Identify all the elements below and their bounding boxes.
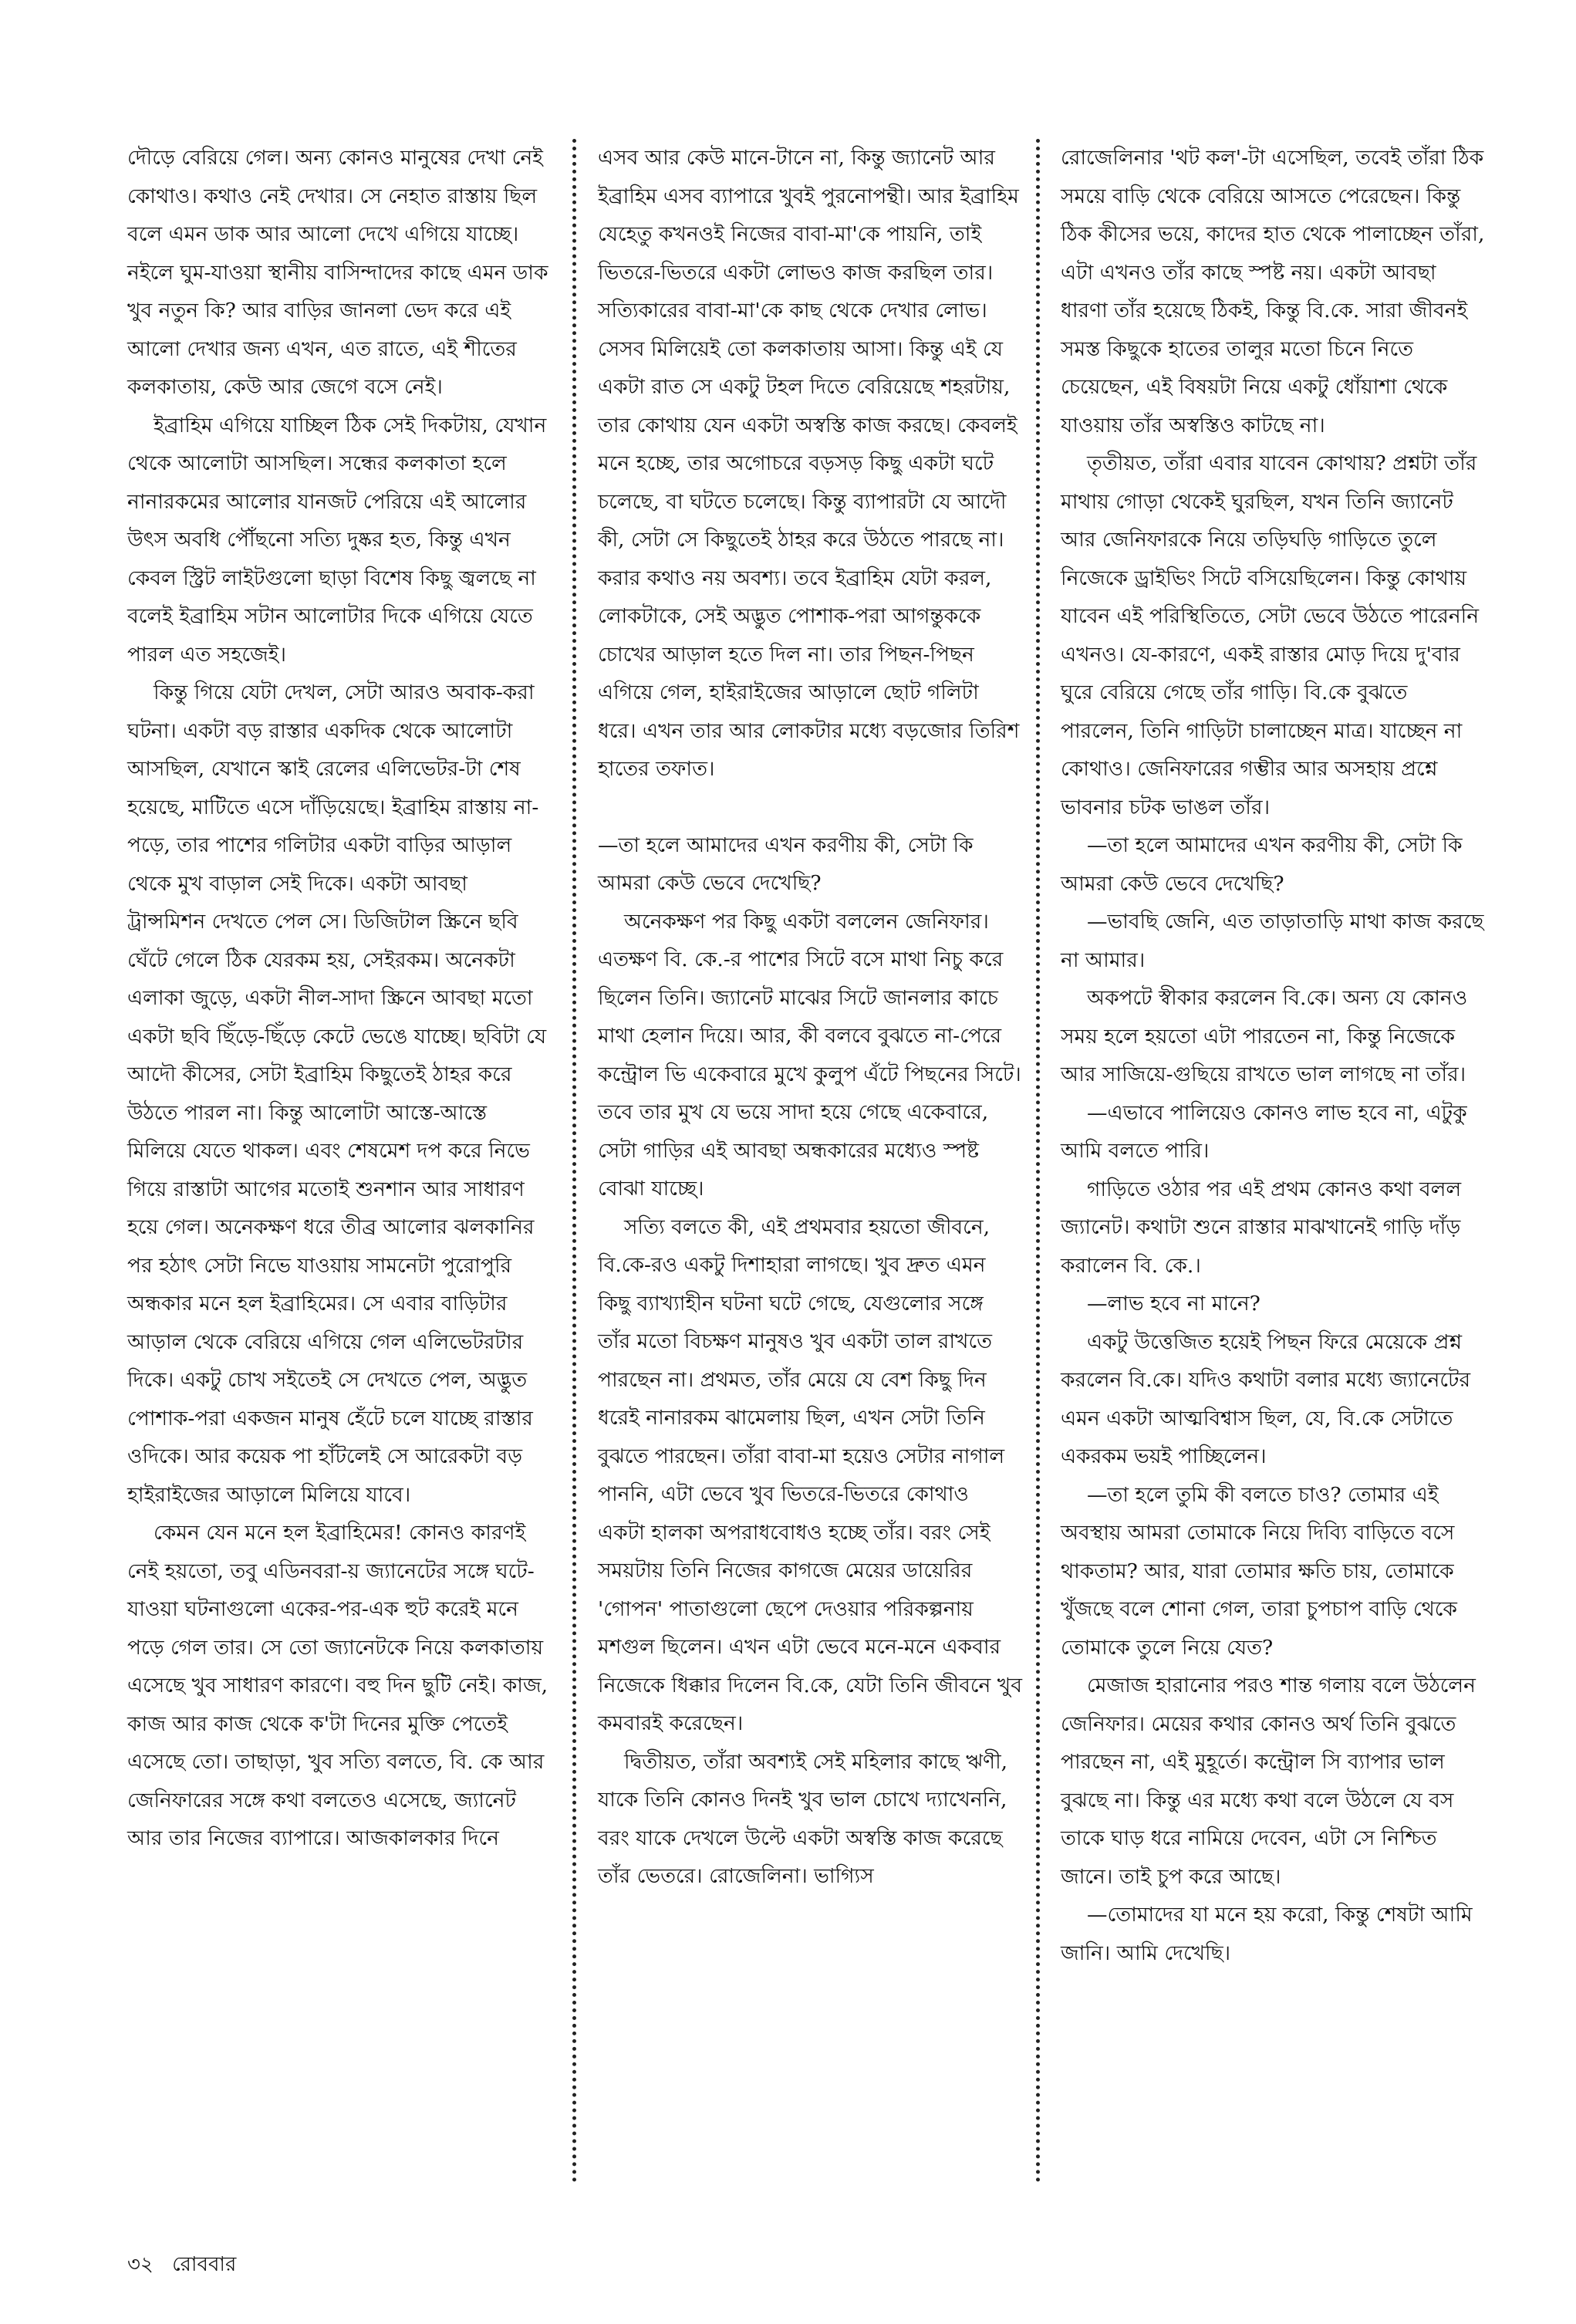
- paragraph: —তা হলে তুমি কী বলতে চাও? তোমার এই অবস্থায় আমরা তোমাকে নিয়ে দিব্যি বাড়িতে বসে থাকতাম? আর, যারা তোমার ক্ষতি চায়, তোমাকে খুঁজছে বলে শোনা গেল, তারা চুপচাপ বাড়ি থেকে তোমাকে তুলে নিয়ে যেত?: [1061, 1482, 1457, 1660]
- magazine-name: রোববার: [172, 2253, 237, 2276]
- paragraph: —ভাবছি জেনি, এত তাড়াতাড়ি মাথা কাজ করছে না আমার।: [1061, 910, 1484, 972]
- paragraph: —তা হলে আমাদের এখন করণীয় কী, সেটা কি আমরা কেউ ভেবে দেখেছি?: [598, 833, 974, 895]
- paragraph: —তোমাদের যা মনে হয় করো, কিন্তু শেষটা আমি জানি। আমি দেখেছি।: [1061, 1903, 1473, 1965]
- paragraph: এসব আর কেউ মানে-টানে না, কিন্তু জ্যানেট আর ইব্রাহিম এসব ব্যাপারে খুবই পুরনোপন্থী। আর ইব্রাহিম যেহেতু কখনওই নিজের বাবা-মা'কে পায়নি, তাই ভিতরে-ভিতরে একটা লোভও কাজ করছিল তার। সত্যিকারের বাবা-মা'কে কাছ থেকে দেখার লোভ। সেসব মিলিয়েই তো কলকাতায় আসা। কিন্তু এই যে একটা রাত সে একটু টহল দিতে বেরিয়েছে শহরটায়, তার কোথায় যেন একটা অস্বস্তি কাজ করছে। কেবলই মনে হচ্ছে, তার অগোচরে বড়সড় কিছু একটা ঘটে চলেছে, বা ঘটতে চলেছে। কিন্তু ব্যাপারটা যে আদৌ কী, সেটা সে কিছুতেই ঠাহর করে উঠতে পারছে না। করার কথাও নয় অবশ্য। তবে ইব্রাহিম যেটা করল, লোকটাকে, সেই অদ্ভুত পোশাক-পরা আগন্তুককে চোখের আড়াল হতে দিল না। তার পিছন-পিছন এগিয়ে গেল, হাইরাইজের আড়ালে ছোট গলিটা ধরে। এখন তার আর লোকটার মধ্যে বড়জোর তিরিশ হাতের তফাত।: [598, 146, 1020, 781]
- paragraph: দ্বিতীয়ত, তাঁরা অবশ্যই সেই মহিলার কাছে ঋণী, যাকে তিনি কোনও দিনই খুব ভাল চোখে দ্যাখেননি, বরং যাকে দেখলে উল্টে একটা অস্বস্তি কাজ করেছে তাঁর ভেতরে। রোজেলিনা। ভাগ্যিস: [598, 1749, 1008, 1888]
- page-number: ৩২: [127, 2253, 154, 2276]
- paragraph: —লাভ হবে না মানে?: [1087, 1292, 1260, 1316]
- paragraph: গাড়িতে ওঠার পর এই প্রথম কোনও কথা বলল জ্যানেট। কথাটা শুনে রাস্তার মাঝখানেই গাড়ি দাঁড় করালেন বি. কে.।: [1061, 1177, 1462, 1278]
- paragraph: সত্যি বলতে কী, এই প্রথমবার হয়তো জীবনে, বি.কে-রও একটু দিশাহারা লাগছে। খুব দ্রুত এমন কিছু ব্যাখ্যাহীন ঘটনা ঘটে গেছে, যেগুলোর সঙ্গে তাঁর মতো বিচক্ষণ মানুষও খুব একটা তাল রাখতে পারছেন না। প্রথমত, তাঁর মেয়ে যে বেশ কিছু দিন ধরেই নানারকম ঝামেলায় ছিল, এখন সেটা তিনি বুঝতে পারছেন। তাঁরা বাবা-মা হয়েও সেটার নাগাল পাননি, এটা ভেবে খুব ভিতরে-ভিতরে কোথাও একটা হালকা অপরাধবোধও হচ্ছে তাঁর। বরং সেই সময়টায় তিনি নিজের কাগজে মেয়ের ডায়েরির 'গোপন' পাতাগুলো ছেপে দেওয়ার পরিকল্পনায় মশগুল ছিলেন। এখন এটা ভেবে মনে-মনে একবার নিজেকে ধিক্কার দিলেন বি.কে, যেটা তিনি জীবনে খুব কমবারই করেছেন।: [598, 1214, 1022, 1735]
- paragraph: মেজাজ হারানোর পরও শান্ত গলায় বলে উঠলেন জেনিফার। মেয়ের কথার কোনও অর্থ তিনি বুঝতে পারছেন না, এই মুহূর্তে। কন্ট্রোল সি ব্যাপার ভাল বুঝছে না। কিন্তু এর মধ্যে কথা বলে উঠলে যে বস তাকে ঘাড় ধরে নামিয়ে দেবেন, এটা সে নিশ্চিত জানে। তাই চুপ করে আছে।: [1061, 1674, 1476, 1889]
- paragraph: দৌড়ে বেরিয়ে গেল। অন্য কোনও মানুষের দেখা নেই কোথাও। কথাও নেই দেখার। সে নেহাত রাস্তায় ছিল বলে এমন ডাক আর আলো দেখে এগিয়ে যাচ্ছে। নইলে ঘুম-যাওয়া স্থানীয় বাসিন্দাদের কাছে এমন ডাক খুব নতুন কি? আর বাড়ির জানলা ভেদ করে এই আলো দেখার জন্য এখন, এত রাতে, এই শীতের কলকাতায়, কেউ আর জেগে বসে নেই।: [127, 146, 548, 399]
- paragraph: ইব্রাহিম এগিয়ে যাচ্ছিল ঠিক সেই দিকটায়, যেখান থেকে আলোটা আসছিল। সন্ধের কলকাতা হলে নানারকমের আলোর যানজট পেরিয়ে এই আলোর উৎস অবধি পৌঁছনো সত্যি দুষ্কর হত, কিন্তু এখন কেবল স্ট্রিট লাইটগুলো ছাড়া বিশেষ কিছু জ্বলছে না বলেই ইব্রাহিম সটান আলোটার দিকে এগিয়ে যেতে পারল এত সহজেই।: [127, 413, 547, 667]
- text-column-2: [598, 139, 1022, 1896]
- text-column-1: [127, 139, 552, 1858]
- paragraph: অনেকক্ষণ পর কিছু একটা বললেন জেনিফার। এতক্ষণ বি. কে.-র পাশের সিটে বসে মাথা নিচু করে ছিলেন তিনি। জ্যানেট মাঝের সিটে জানলার কাচে মাথা হেলান দিয়ে। আর, কী বলবে বুঝতে না-পেরে কন্ট্রোল ভি একেবারে মুখে কুলুপ এঁটে পিছনের সিটে। তবে তার মুখ যে ভয়ে সাদা হয়ে গেছে একেবারে, সেটা গাড়ির এই আবছা অন্ধকারের মধ্যেও স্পষ্ট বোঝা যাচ্ছে।: [598, 909, 1021, 1201]
- paragraph: কেমন যেন মনে হল ইব্রাহিমের! কোনও কারণই নেই হয়তো, তবু এডিনবরা-য় জ্যানেটের সঙ্গে ঘটে-যাওয়া ঘটনাগুলো একের-পর-এক হুট করেই মনে পড়ে গেল তার। সে তো জ্যানেটকে নিয়ে কলকাতায় এসেছে খুব সাধারণ কারণে। বহু দিন ছুটি নেই। কাজ, কাজ আর কাজ থেকে ক'টা দিনের মুক্তি পেতেই এসেছে তো। তাছাড়া, খুব সত্যি বলতে, বি. কে আর জেনিফারের সঙ্গে কথা বলতেও এসেছে, জ্যানেট আর তার নিজের ব্যাপারে। আজকালকার দিনে: [127, 1521, 548, 1850]
- paragraph: অকপটে স্বীকার করলেন বি.কে। অন্য যে কোনও সময় হলে হয়তো এটা পারতেন না, কিন্তু নিজেকে আর সাজিয়ে-গুছিয়ে রাখতে ভাল লাগছে না তাঁর।: [1061, 986, 1468, 1086]
- column-divider: [572, 139, 576, 2184]
- paragraph: তৃতীয়ত, তাঁরা এবার যাবেন কোথায়? প্রশ্নটা তাঁর মাথায় গোড়া থেকেই ঘুরছিল, যখন তিনি জ্যানেট আর জেনিফারকে নিয়ে তড়িঘড়ি গাড়িতে তুলে নিজেকে ড্রাইভিং সিটে বসিয়েছিলেন। কিন্তু কোথায় যাবেন এই পরিস্থিতিতে, সেটা ভেবে উঠতে পারেননি এখনও। যে-কারণে, একই রাস্তার মোড় দিয়ে দু'বার ঘুরে বেরিয়ে গেছে তাঁর গাড়ি। বি.কে বুঝতে পারলেন, তিনি গাড়িটা চালাচ্ছেন মাত্র। যাচ্ছেন না কোথাও। জেনিফারের গম্ভীর আর অসহায় প্রশ্নে ভাবনার চটক ভাঙল তাঁর।: [1061, 451, 1480, 819]
- column-divider: [1036, 139, 1040, 2184]
- paragraph: —এভাবে পালিয়েও কোনও লাভ হবে না, এটুকু আমি বলতে পারি।: [1061, 1100, 1467, 1163]
- paragraph: কিন্তু গিয়ে যেটা দেখল, সেটা আরও অবাক-করা ঘটনা। একটা বড় রাস্তার একদিক থেকে আলোটা আসছিল, যেখানে স্কাই রেলের এলিভেটর-টা শেষ হয়েছে, মাটিতে এসে দাঁড়িয়েছে। ইব্রাহিম রাস্তায় না-পড়ে, তার পাশের গলিটার একটা বাড়ির আড়াল থেকে মুখ বাড়াল সেই দিকে। একটা আবছা ট্রান্সমিশন দেখতে পেল সে। ডিজিটাল স্ক্রিনে ছবি ঘেঁটে গেলে ঠিক যেরকম হয়, সেইরকম। অনেকটা এলাকা জুড়ে, একটা নীল-সাদা স্ক্রিনে আবছা মতো একটা ছবি ছিঁড়ে-ছিঁড়ে কেটে ভেঙে যাচ্ছে। ছবিটা যে আদৌ কীসের, সেটা ইব্রাহিম কিছুতেই ঠাহর করে উঠতে পারল না। কিন্তু আলোটা আস্তে-আস্তে মিলিয়ে যেতে থাকল। এবং শেষমেশ দপ করে নিভে গিয়ে রাস্তাটা আগের মতোই শুনশান আর সাধারণ হয়ে গেল। অনেকক্ষণ ধরে তীব্র আলোর ঝলকানির পর হঠাৎ সেটা নিভে যাওয়ায় সামনেটা পুরোপুরি অন্ধকার মনে হল ইব্রাহিমের। সে এবার বাড়িটার আড়াল থেকে বেরিয়ে এগিয়ে গেল এলিভেটরটার দিকে। একটু চোখ সইতেই সে দেখতে পেল, অদ্ভুত পোশাক-পরা একজন মানুষ হেঁটে চলে যাচ্ছে রাস্তার ওদিকে। আর কয়েক পা হাঁটলেই সে আরেকটা বড় হাইরাইজের আড়ালে মিলিয়ে যাবে।: [127, 681, 547, 1507]
- text-column-3: [1061, 139, 1485, 1972]
- page-footer: [127, 2249, 236, 2280]
- paragraph: —তা হলে আমাদের এখন করণীয় কী, সেটা কি আমরা কেউ ভেবে দেখেছি?: [1061, 833, 1463, 896]
- paragraph: রোজেলিনার 'থট কল'-টা এসেছিল, তবেই তাঁরা ঠিক সময়ে বাড়ি থেকে বেরিয়ে আসতে পেরেছেন। কিন্তু ঠিক কীসের ভয়ে, কাদের হাত থেকে পালাচ্ছেন তাঁরা, এটা এখনও তাঁর কাছে স্পষ্ট নয়। একটা আবছা ধারণা তাঁর হয়েছে ঠিকই, কিন্তু বি.কে. সারা জীবনই সমস্ত কিছুকে হাতের তালুর মতো চিনে নিতে চেয়েছেন, এই বিষয়টা নিয়ে একটু ধোঁয়াশা থেকে যাওয়ায় তাঁর অস্বস্তিও কাটছে না।: [1061, 146, 1485, 437]
- paragraph: একটু উত্তেজিত হয়েই পিছন ফিরে মেয়েকে প্রশ্ন করলেন বি.কে। যদিও কথাটা বলার মধ্যে জ্যানেটের এমন একটা আত্মবিশ্বাস ছিল, যে, বি.কে সেটাতে একরকম ভয়ই পাচ্ছিলেন।: [1061, 1329, 1471, 1468]
